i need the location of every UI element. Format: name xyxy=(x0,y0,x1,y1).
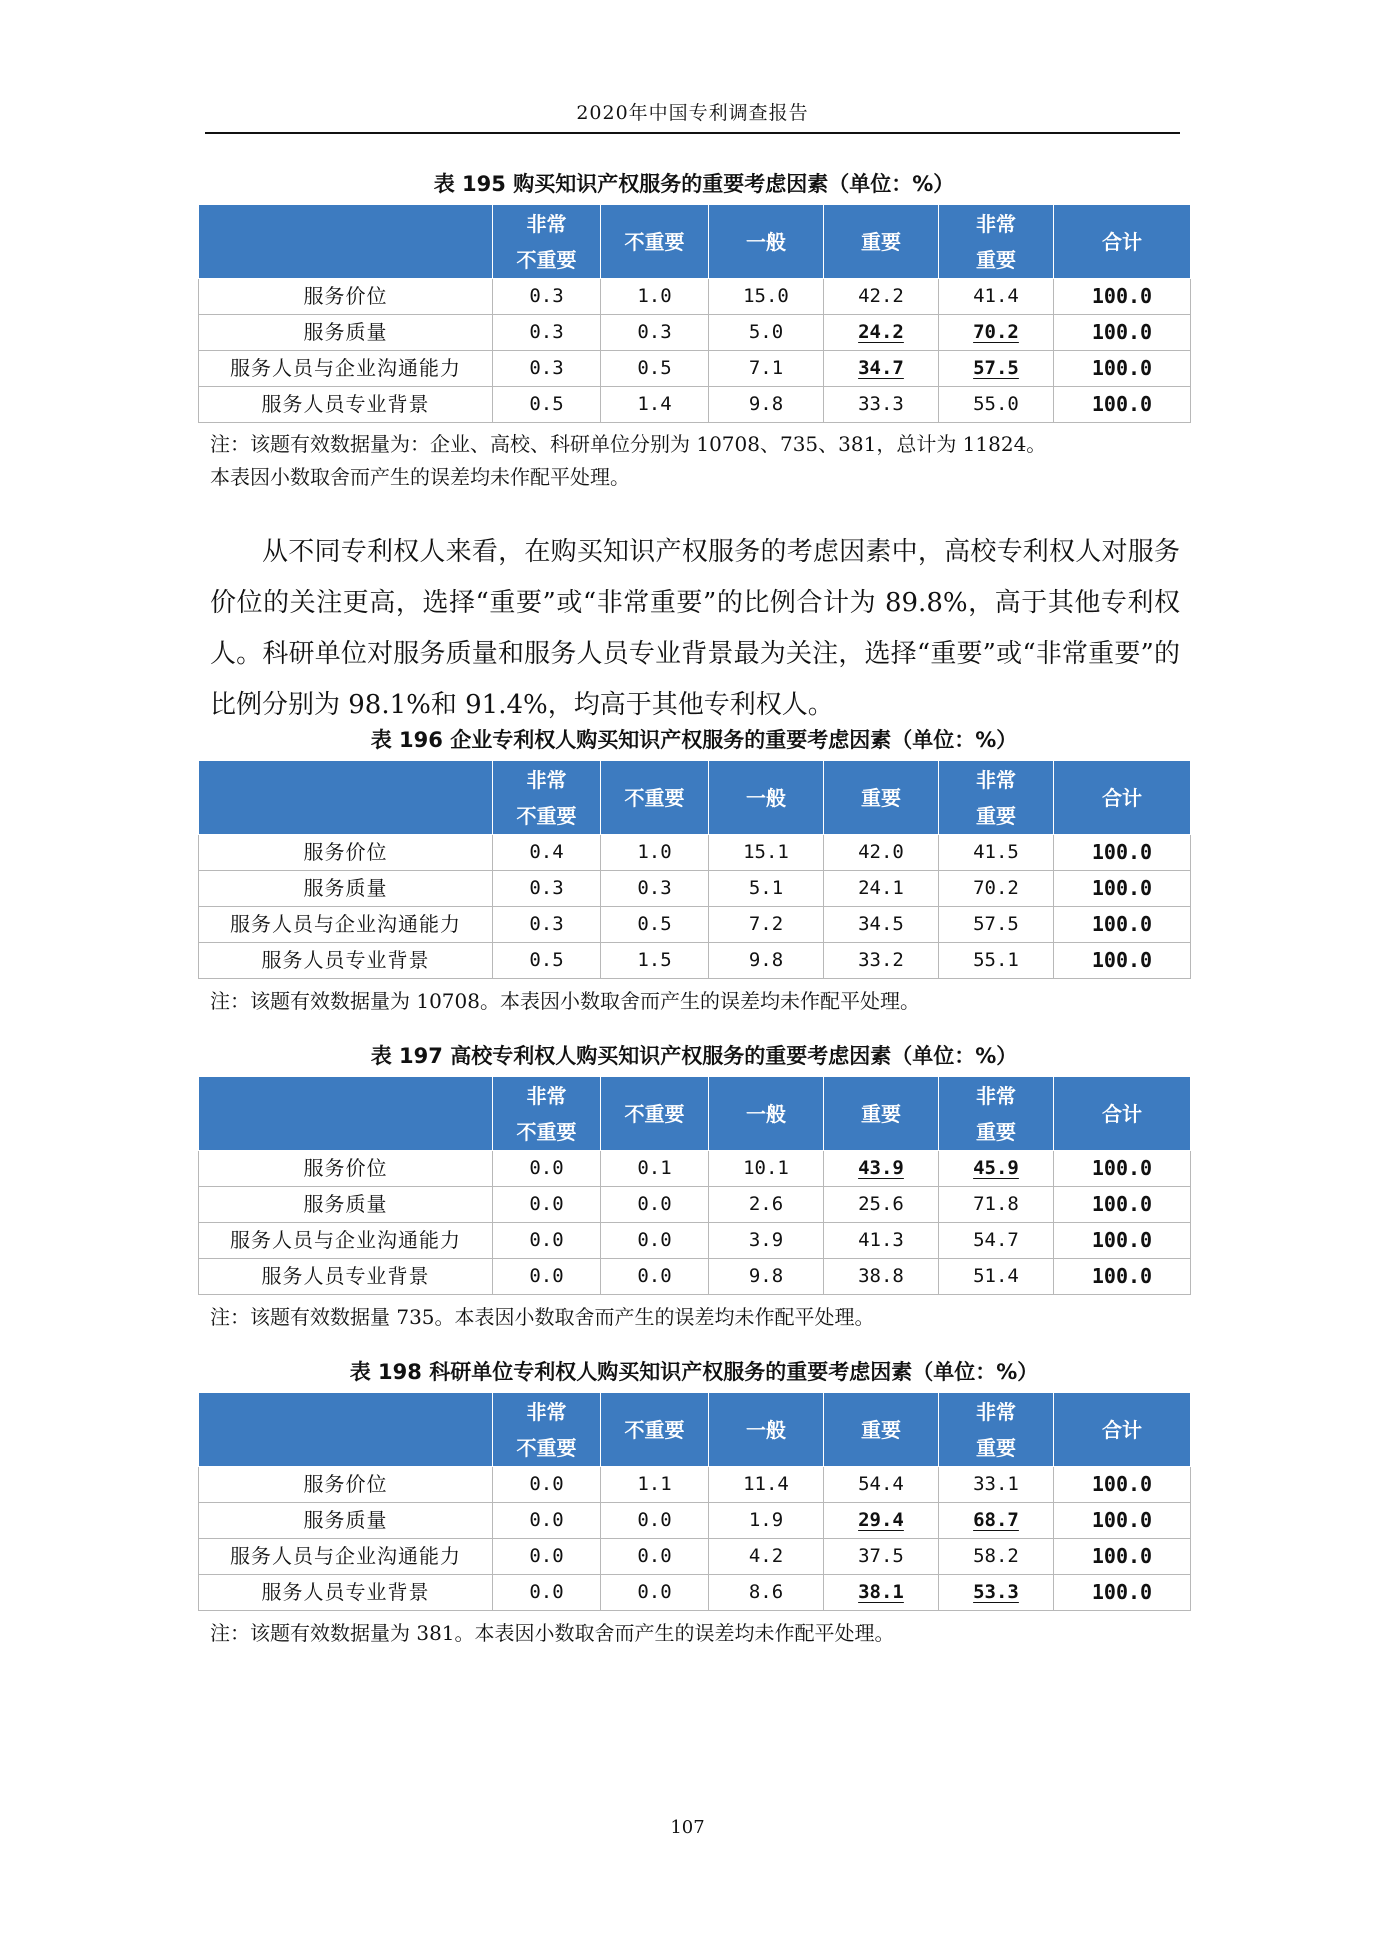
table-row xyxy=(199,1539,1191,1575)
cell: 3.9 xyxy=(709,1223,824,1259)
cell: 0.0 xyxy=(493,1503,601,1539)
note-line: 注：该题有效数据量 735。本表因小数取舍而产生的误差均未作配平处理。 xyxy=(210,1305,875,1329)
cell: 9.8 xyxy=(709,387,824,423)
cell: 0.0 xyxy=(601,1223,709,1259)
cell: 9.8 xyxy=(709,943,824,979)
cell: 24.1 xyxy=(824,871,939,907)
total-cell: 100.0 xyxy=(1054,1575,1191,1611)
cell: 0.0 xyxy=(601,1539,709,1575)
row-label: 服务人员与企业沟通能力 xyxy=(199,907,493,943)
column-header: 重要 xyxy=(824,1393,939,1467)
table-row xyxy=(199,1259,1191,1295)
highlighted-cell: 70.2 xyxy=(939,315,1054,351)
table-198-caption: 表 198 科研单位专利权人购买知识产权服务的重要考虑因素（单位：%） xyxy=(349,1360,1039,1384)
table-198-note xyxy=(210,1617,1190,1650)
cell: 33.3 xyxy=(824,387,939,423)
column-header xyxy=(199,1393,493,1467)
table-196-caption: 表 196 企业专利权人购买知识产权服务的重要考虑因素（单位：%） xyxy=(370,728,1018,752)
table-197-note xyxy=(210,1301,1190,1334)
total-cell: 100.0 xyxy=(1054,1539,1191,1575)
row-label: 服务质量 xyxy=(199,1503,493,1539)
cell: 42.0 xyxy=(824,835,939,871)
cell: 10.1 xyxy=(709,1151,824,1187)
column-header xyxy=(199,761,493,835)
column-header: 非常 重要 xyxy=(939,761,1054,835)
column-header: 一般 xyxy=(709,1077,824,1151)
cell: 70.2 xyxy=(939,871,1054,907)
cell: 0.0 xyxy=(493,1575,601,1611)
column-header: 不重要 xyxy=(601,1393,709,1467)
cell: 55.0 xyxy=(939,387,1054,423)
cell: 0.3 xyxy=(493,871,601,907)
cell: 1.9 xyxy=(709,1503,824,1539)
highlighted-cell: 57.5 xyxy=(939,351,1054,387)
table-197-caption: 表 197 高校专利权人购买知识产权服务的重要考虑因素（单位：%） xyxy=(370,1044,1018,1068)
cell: 0.4 xyxy=(493,835,601,871)
row-label: 服务人员专业背景 xyxy=(199,943,493,979)
highlighted-cell: 34.7 xyxy=(824,351,939,387)
note-line: 本表因小数取舍而产生的误差均未作配平处理。 xyxy=(210,465,630,489)
total-cell: 100.0 xyxy=(1054,943,1191,979)
highlighted-cell: 53.3 xyxy=(939,1575,1054,1611)
cell: 0.1 xyxy=(601,1151,709,1187)
row-label: 服务人员与企业沟通能力 xyxy=(199,1223,493,1259)
total-cell: 100.0 xyxy=(1054,315,1191,351)
table-197 xyxy=(198,1076,1191,1295)
cell: 0.3 xyxy=(601,871,709,907)
column-header: 非常 重要 xyxy=(939,205,1054,279)
highlighted-cell: 29.4 xyxy=(824,1503,939,1539)
table-row xyxy=(199,1467,1191,1503)
column-header: 合计 xyxy=(1054,761,1191,835)
column-header: 重要 xyxy=(824,1077,939,1151)
highlighted-cell: 68.7 xyxy=(939,1503,1054,1539)
column-header: 重要 xyxy=(824,205,939,279)
cell: 7.1 xyxy=(709,351,824,387)
cell: 0.3 xyxy=(493,351,601,387)
row-label: 服务人员专业背景 xyxy=(199,1259,493,1295)
cell: 0.0 xyxy=(601,1503,709,1539)
cell: 54.7 xyxy=(939,1223,1054,1259)
column-header: 非常 不重要 xyxy=(493,1393,601,1467)
table-row xyxy=(199,279,1191,315)
highlighted-cell: 45.9 xyxy=(939,1151,1054,1187)
cell: 0.0 xyxy=(493,1467,601,1503)
total-cell: 100.0 xyxy=(1054,279,1191,315)
total-cell: 100.0 xyxy=(1054,1467,1191,1503)
cell: 54.4 xyxy=(824,1467,939,1503)
cell: 41.3 xyxy=(824,1223,939,1259)
cell: 38.8 xyxy=(824,1259,939,1295)
cell: 51.4 xyxy=(939,1259,1054,1295)
cell: 0.0 xyxy=(493,1259,601,1295)
total-cell: 100.0 xyxy=(1054,1259,1191,1295)
table-row xyxy=(199,387,1191,423)
row-label: 服务质量 xyxy=(199,871,493,907)
cell: 0.0 xyxy=(493,1539,601,1575)
column-header: 非常 重要 xyxy=(939,1393,1054,1467)
table-row xyxy=(199,1187,1191,1223)
highlighted-cell: 43.9 xyxy=(824,1151,939,1187)
cell: 1.0 xyxy=(601,835,709,871)
table-row xyxy=(199,1151,1191,1187)
cell: 15.0 xyxy=(709,279,824,315)
cell: 11.4 xyxy=(709,1467,824,1503)
column-header: 重要 xyxy=(824,761,939,835)
highlighted-cell: 38.1 xyxy=(824,1575,939,1611)
table-196-note xyxy=(210,985,1190,1018)
cell: 34.5 xyxy=(824,907,939,943)
row-label: 服务人员专业背景 xyxy=(199,387,493,423)
row-label: 服务人员专业背景 xyxy=(199,1575,493,1611)
table-row xyxy=(199,315,1191,351)
total-cell: 100.0 xyxy=(1054,351,1191,387)
table-row xyxy=(199,1223,1191,1259)
cell: 15.1 xyxy=(709,835,824,871)
cell: 0.0 xyxy=(601,1259,709,1295)
row-label: 服务人员与企业沟通能力 xyxy=(199,1539,493,1575)
cell: 9.8 xyxy=(709,1259,824,1295)
cell: 41.5 xyxy=(939,835,1054,871)
cell: 71.8 xyxy=(939,1187,1054,1223)
cell: 0.0 xyxy=(601,1187,709,1223)
table-row xyxy=(199,907,1191,943)
cell: 57.5 xyxy=(939,907,1054,943)
cell: 1.4 xyxy=(601,387,709,423)
table-195 xyxy=(198,204,1191,423)
table-row xyxy=(199,351,1191,387)
cell: 0.5 xyxy=(601,351,709,387)
cell: 0.0 xyxy=(493,1187,601,1223)
column-header: 非常 不重要 xyxy=(493,761,601,835)
row-label: 服务质量 xyxy=(199,315,493,351)
cell: 0.3 xyxy=(601,315,709,351)
row-label: 服务价位 xyxy=(199,279,493,315)
total-cell: 100.0 xyxy=(1054,387,1191,423)
column-header: 一般 xyxy=(709,1393,824,1467)
cell: 8.6 xyxy=(709,1575,824,1611)
highlighted-cell: 24.2 xyxy=(824,315,939,351)
note-line: 注：该题有效数据量为：企业、高校、科研单位分别为 10708、735、381，总计为 11824。 xyxy=(210,432,1047,456)
cell: 42.2 xyxy=(824,279,939,315)
cell: 0.0 xyxy=(493,1223,601,1259)
table-195-note xyxy=(210,428,1190,494)
cell: 0.0 xyxy=(601,1575,709,1611)
cell: 33.1 xyxy=(939,1467,1054,1503)
column-header xyxy=(199,205,493,279)
total-cell: 100.0 xyxy=(1054,871,1191,907)
column-header: 非常 重要 xyxy=(939,1077,1054,1151)
total-cell: 100.0 xyxy=(1054,835,1191,871)
cell: 0.5 xyxy=(493,387,601,423)
cell: 25.6 xyxy=(824,1187,939,1223)
paragraph-text: 从不同专利权人来看，在购买知识产权服务的考虑因素中，高校专利权人对服务价位的关注更高，选择“重要”或“非常重要”的比例合计为 89.8%，高于其他专利权人。科研单位对服务质量和服务人员专业背景最为关注，选择“重要”或“非常重要”的比例分别为 98.1%和 91.4%，均高于其他专利权人。 xyxy=(210,537,1180,720)
row-label: 服务价位 xyxy=(199,1467,493,1503)
table-195-caption: 表 195 购买知识产权服务的重要考虑因素（单位：%） xyxy=(433,172,955,196)
column-header: 不重要 xyxy=(601,761,709,835)
note-line: 注：该题有效数据量为 10708。本表因小数取舍而产生的误差均未作配平处理。 xyxy=(210,989,920,1013)
cell: 5.1 xyxy=(709,871,824,907)
column-header: 不重要 xyxy=(601,1077,709,1151)
cell: 0.5 xyxy=(601,907,709,943)
cell: 55.1 xyxy=(939,943,1054,979)
cell: 33.2 xyxy=(824,943,939,979)
body-paragraph xyxy=(210,527,1180,731)
row-label: 服务质量 xyxy=(199,1187,493,1223)
cell: 5.0 xyxy=(709,315,824,351)
page-header: 2020年中国专利调查报告 xyxy=(205,98,1180,134)
total-cell: 100.0 xyxy=(1054,1503,1191,1539)
cell: 7.2 xyxy=(709,907,824,943)
total-cell: 100.0 xyxy=(1054,1187,1191,1223)
cell: 1.1 xyxy=(601,1467,709,1503)
cell: 1.0 xyxy=(601,279,709,315)
total-cell: 100.0 xyxy=(1054,1151,1191,1187)
table-196 xyxy=(198,760,1191,979)
column-header xyxy=(199,1077,493,1151)
column-header: 合计 xyxy=(1054,1393,1191,1467)
column-header: 合计 xyxy=(1054,205,1191,279)
table-row xyxy=(199,871,1191,907)
table-198 xyxy=(198,1392,1191,1611)
cell: 37.5 xyxy=(824,1539,939,1575)
cell: 0.3 xyxy=(493,315,601,351)
cell: 0.5 xyxy=(493,943,601,979)
cell: 0.3 xyxy=(493,279,601,315)
total-cell: 100.0 xyxy=(1054,907,1191,943)
cell: 1.5 xyxy=(601,943,709,979)
cell: 58.2 xyxy=(939,1539,1054,1575)
column-header: 一般 xyxy=(709,205,824,279)
table-row xyxy=(199,1503,1191,1539)
cell: 41.4 xyxy=(939,279,1054,315)
column-header: 一般 xyxy=(709,761,824,835)
note-line: 注：该题有效数据量为 381。本表因小数取舍而产生的误差均未作配平处理。 xyxy=(210,1621,895,1645)
total-cell: 100.0 xyxy=(1054,1223,1191,1259)
column-header: 非常 不重要 xyxy=(493,1077,601,1151)
table-row xyxy=(199,1575,1191,1611)
table-row xyxy=(199,835,1191,871)
cell: 0.0 xyxy=(493,1151,601,1187)
column-header: 合计 xyxy=(1054,1077,1191,1151)
row-label: 服务价位 xyxy=(199,835,493,871)
row-label: 服务价位 xyxy=(199,1151,493,1187)
column-header: 不重要 xyxy=(601,205,709,279)
table-row xyxy=(199,943,1191,979)
cell: 4.2 xyxy=(709,1539,824,1575)
row-label: 服务人员与企业沟通能力 xyxy=(199,351,493,387)
column-header: 非常 不重要 xyxy=(493,205,601,279)
page-number: 107 xyxy=(670,1817,705,1838)
cell: 0.3 xyxy=(493,907,601,943)
cell: 2.6 xyxy=(709,1187,824,1223)
